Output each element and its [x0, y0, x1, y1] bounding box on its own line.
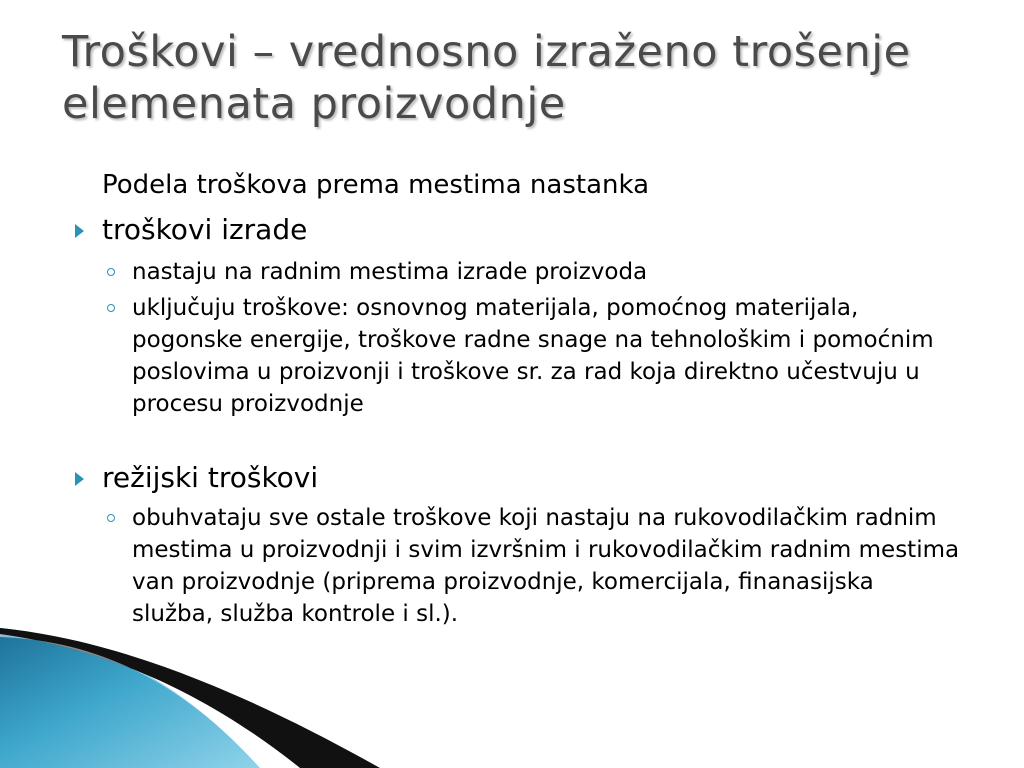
list-item — [132, 256, 962, 288]
list-item-text: obuhvataju sve ostale troškove koji nastaju na rukovodilačkim radnim mestima u proizvodnji i svim izvršnim i rukovodilačkim radnim mestima van proizvodnje (priprema proizvodnje, komercijala, finanasijska služba, služba kontrole i sl.). — [132, 505, 960, 627]
list-item-text: uključuju troškove: osnovnog materijala, pomoćnog materijala, pogonske energije, troškove radne snage na tehnološkim i pomoćnim poslovima u proizvonji i troškove sr. za rad koja direktno učestvuju u procesu proizvodnje — [132, 295, 934, 417]
list-item — [132, 292, 962, 420]
section-heading-label: režijski troškovi — [102, 461, 319, 494]
circle-bullet-icon — [107, 268, 115, 276]
list-item — [132, 502, 962, 630]
list-item-text: nastaju na radnim mestima izrade proizvoda — [132, 259, 648, 285]
triangle-bullet-icon — [75, 472, 84, 486]
section-heading-label: troškovi izrade — [102, 213, 308, 246]
decorative-wave — [0, 628, 1024, 768]
section-heading-izrade — [102, 212, 307, 248]
circle-bullet-icon — [107, 304, 115, 312]
slide-title: Troškovi – vrednosno izraženo trošenje elemenata proizvodnje — [62, 27, 911, 129]
circle-bullet-icon — [107, 514, 115, 522]
intro-line: Podela troškova prema mestima nastanka — [102, 170, 650, 200]
triangle-bullet-icon — [75, 224, 84, 238]
section-heading-rezijski — [102, 460, 318, 496]
